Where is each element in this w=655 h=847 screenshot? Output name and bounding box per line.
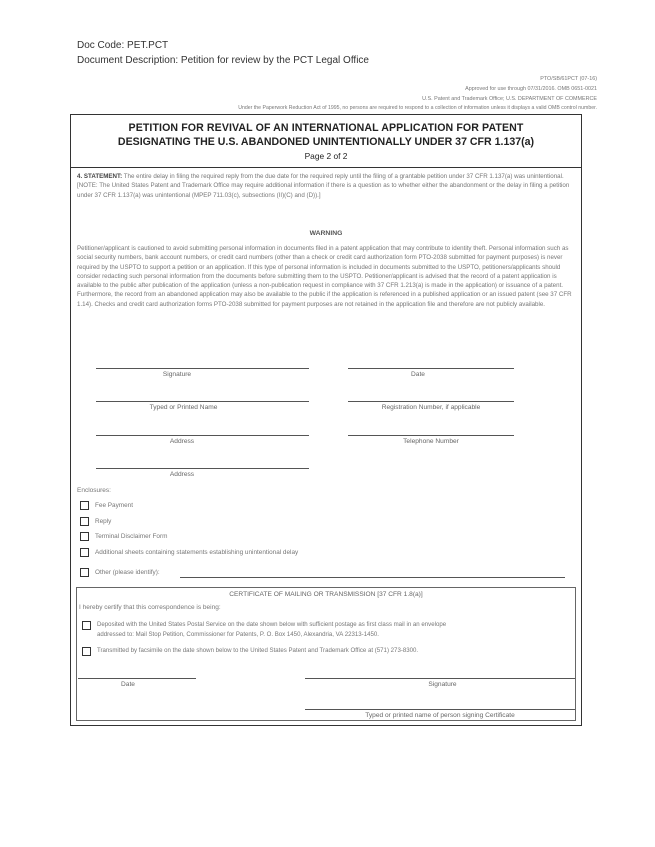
signature-line[interactable] (96, 368, 309, 369)
checkbox-terminal-disclaimer[interactable] (80, 532, 89, 541)
certificate-signature-line[interactable] (305, 678, 575, 679)
signature-label: Signature (162, 371, 192, 378)
statement-label: 4. STATEMENT: (77, 173, 123, 180)
form-title (70, 114, 582, 168)
title-line-1: PETITION FOR REVIVAL OF AN INTERNATIONAL APPLICATION FOR PATENT (128, 122, 524, 134)
doc-code: Doc Code: PET.PCT (77, 40, 169, 51)
date-label: Date (411, 371, 425, 378)
certificate-typed-name-label: Typed or printed name of person signing Certificate (365, 712, 515, 719)
address-label-1: Address (169, 438, 195, 445)
registration-line[interactable] (348, 401, 514, 402)
other-identify-line[interactable] (180, 577, 565, 578)
form-number: PTO/SB/61PCT (07-16) (540, 76, 597, 82)
paperwork-notice: Under the Paperwork Reduction Act of 1995, no persons are required to respond to a collection of information unless it displays a valid OMB control number. (238, 105, 597, 111)
telephone-label: Telephone Number (403, 438, 459, 445)
checkbox-facsimile[interactable] (82, 647, 91, 656)
certificate-date-line[interactable] (78, 678, 196, 679)
warning-heading: WARNING (309, 230, 343, 237)
checkbox-reply[interactable] (80, 517, 89, 526)
typed-name-line[interactable] (96, 401, 309, 402)
omb-approval: Approved for use through 07/31/2016. OMB 0651-0021 (465, 86, 597, 92)
page-number: Page 2 of 2 (304, 151, 348, 161)
certificate-intro: I hereby certify that this correspondence is being: (79, 604, 221, 611)
statement-section (77, 172, 577, 200)
date-line[interactable] (348, 368, 514, 369)
enclosures-label: Enclosures: (77, 487, 111, 494)
certificate-typed-name-line[interactable] (305, 709, 575, 710)
statement-text: The entire delay in filing the required reply from the due date for the required reply until the filing of a grantable petition under 37 CFR 1.137(a) was unintentional. [NOTE: The United States Patent and Trademark Office may require additional information if there is a question as to whether either the abandonment or the delay in filing a petition under 37 CFR 1.137(a) was unintentional (MPEP 711.03(c), subsections (II)(C) and (D)).] (77, 173, 570, 199)
telephone-line[interactable] (348, 435, 514, 436)
office-name: U.S. Patent and Trademark Office; U.S. DEPARTMENT OF COMMERCE (422, 96, 597, 102)
certificate-option-mail-line2: addressed to: Mail Stop Petition, Commissioner for Patents, P. O. Box 1450, Alexandria, VA 22313-1450. (97, 631, 379, 638)
warning-text: Petitioner/applicant is cautioned to avoid submitting personal information in documents filed in a patent application that may contribute to identity theft. Personal information such as social security numbers, bank account numbers, or credit card numbers (other than a check or credit card authorization form PTO-2038 submitted for payment purposes) is never required by the USPTO to support a petition or an application. If this type of personal information is included in documents submitted to the USPTO, petitioners/applicants should consider redacting such personal information from the documents before submitting them to the USPTO. Petitioner/applicant is advised that the record of a patent application is available to the public after publication of the application (unless a non-publication request in compliance with 37 CFR 1.213(a) is made in the application) or issuance of a patent. Furthermore, the record from an abandoned application may also be available to the public if the application is referenced in a published application or an issued patent (see 37 CFR 1.14). Checks and credit card authorization forms PTO-2038 submitted for payment purposes are not retained in the application file and therefore are not publicly available. (77, 245, 572, 308)
enclosure-additional-sheets: Additional sheets containing statements establishing unintentional delay (95, 549, 299, 556)
certificate-signature-label: Signature (428, 681, 457, 688)
checkbox-fee-payment[interactable] (80, 501, 89, 510)
title-line-2: DESIGNATING THE U.S. ABANDONED UNINTENTIONALLY UNDER 37 CFR 1.137(a) (117, 136, 535, 148)
enclosure-fee-payment: Fee Payment (95, 502, 134, 509)
certificate-option-mail-line1: Deposited with the United States Postal Service on the date shown below with sufficient postage as first class mail in an envelope (97, 621, 447, 628)
checkbox-other[interactable] (80, 568, 89, 577)
certificate-heading: CERTIFICATE OF MAILING OR TRANSMISSION [37 CFR 1.8(a)] (229, 591, 423, 598)
certificate-date-label: Date (121, 681, 135, 688)
certificate-option-fax: Transmitted by facsimile on the date shown below to the United States Patent and Trademark Office at (571) 273-8300. (97, 647, 419, 654)
registration-label: Registration Number, if applicable (381, 404, 481, 411)
enclosure-other: Other (please identify): (95, 569, 160, 576)
address-label-2: Address (169, 471, 195, 478)
checkbox-additional-sheets[interactable] (80, 548, 89, 557)
address-line-2[interactable] (96, 468, 309, 469)
checkbox-postal-service[interactable] (82, 621, 91, 630)
document-description: Document Description: Petition for review by the PCT Legal Office (77, 55, 369, 66)
enclosure-reply: Reply (95, 518, 112, 525)
address-line-1[interactable] (96, 435, 309, 436)
typed-name-label: Typed or Printed Name (149, 404, 218, 411)
enclosure-terminal-disclaimer: Terminal Disclaimer Form (95, 533, 168, 540)
